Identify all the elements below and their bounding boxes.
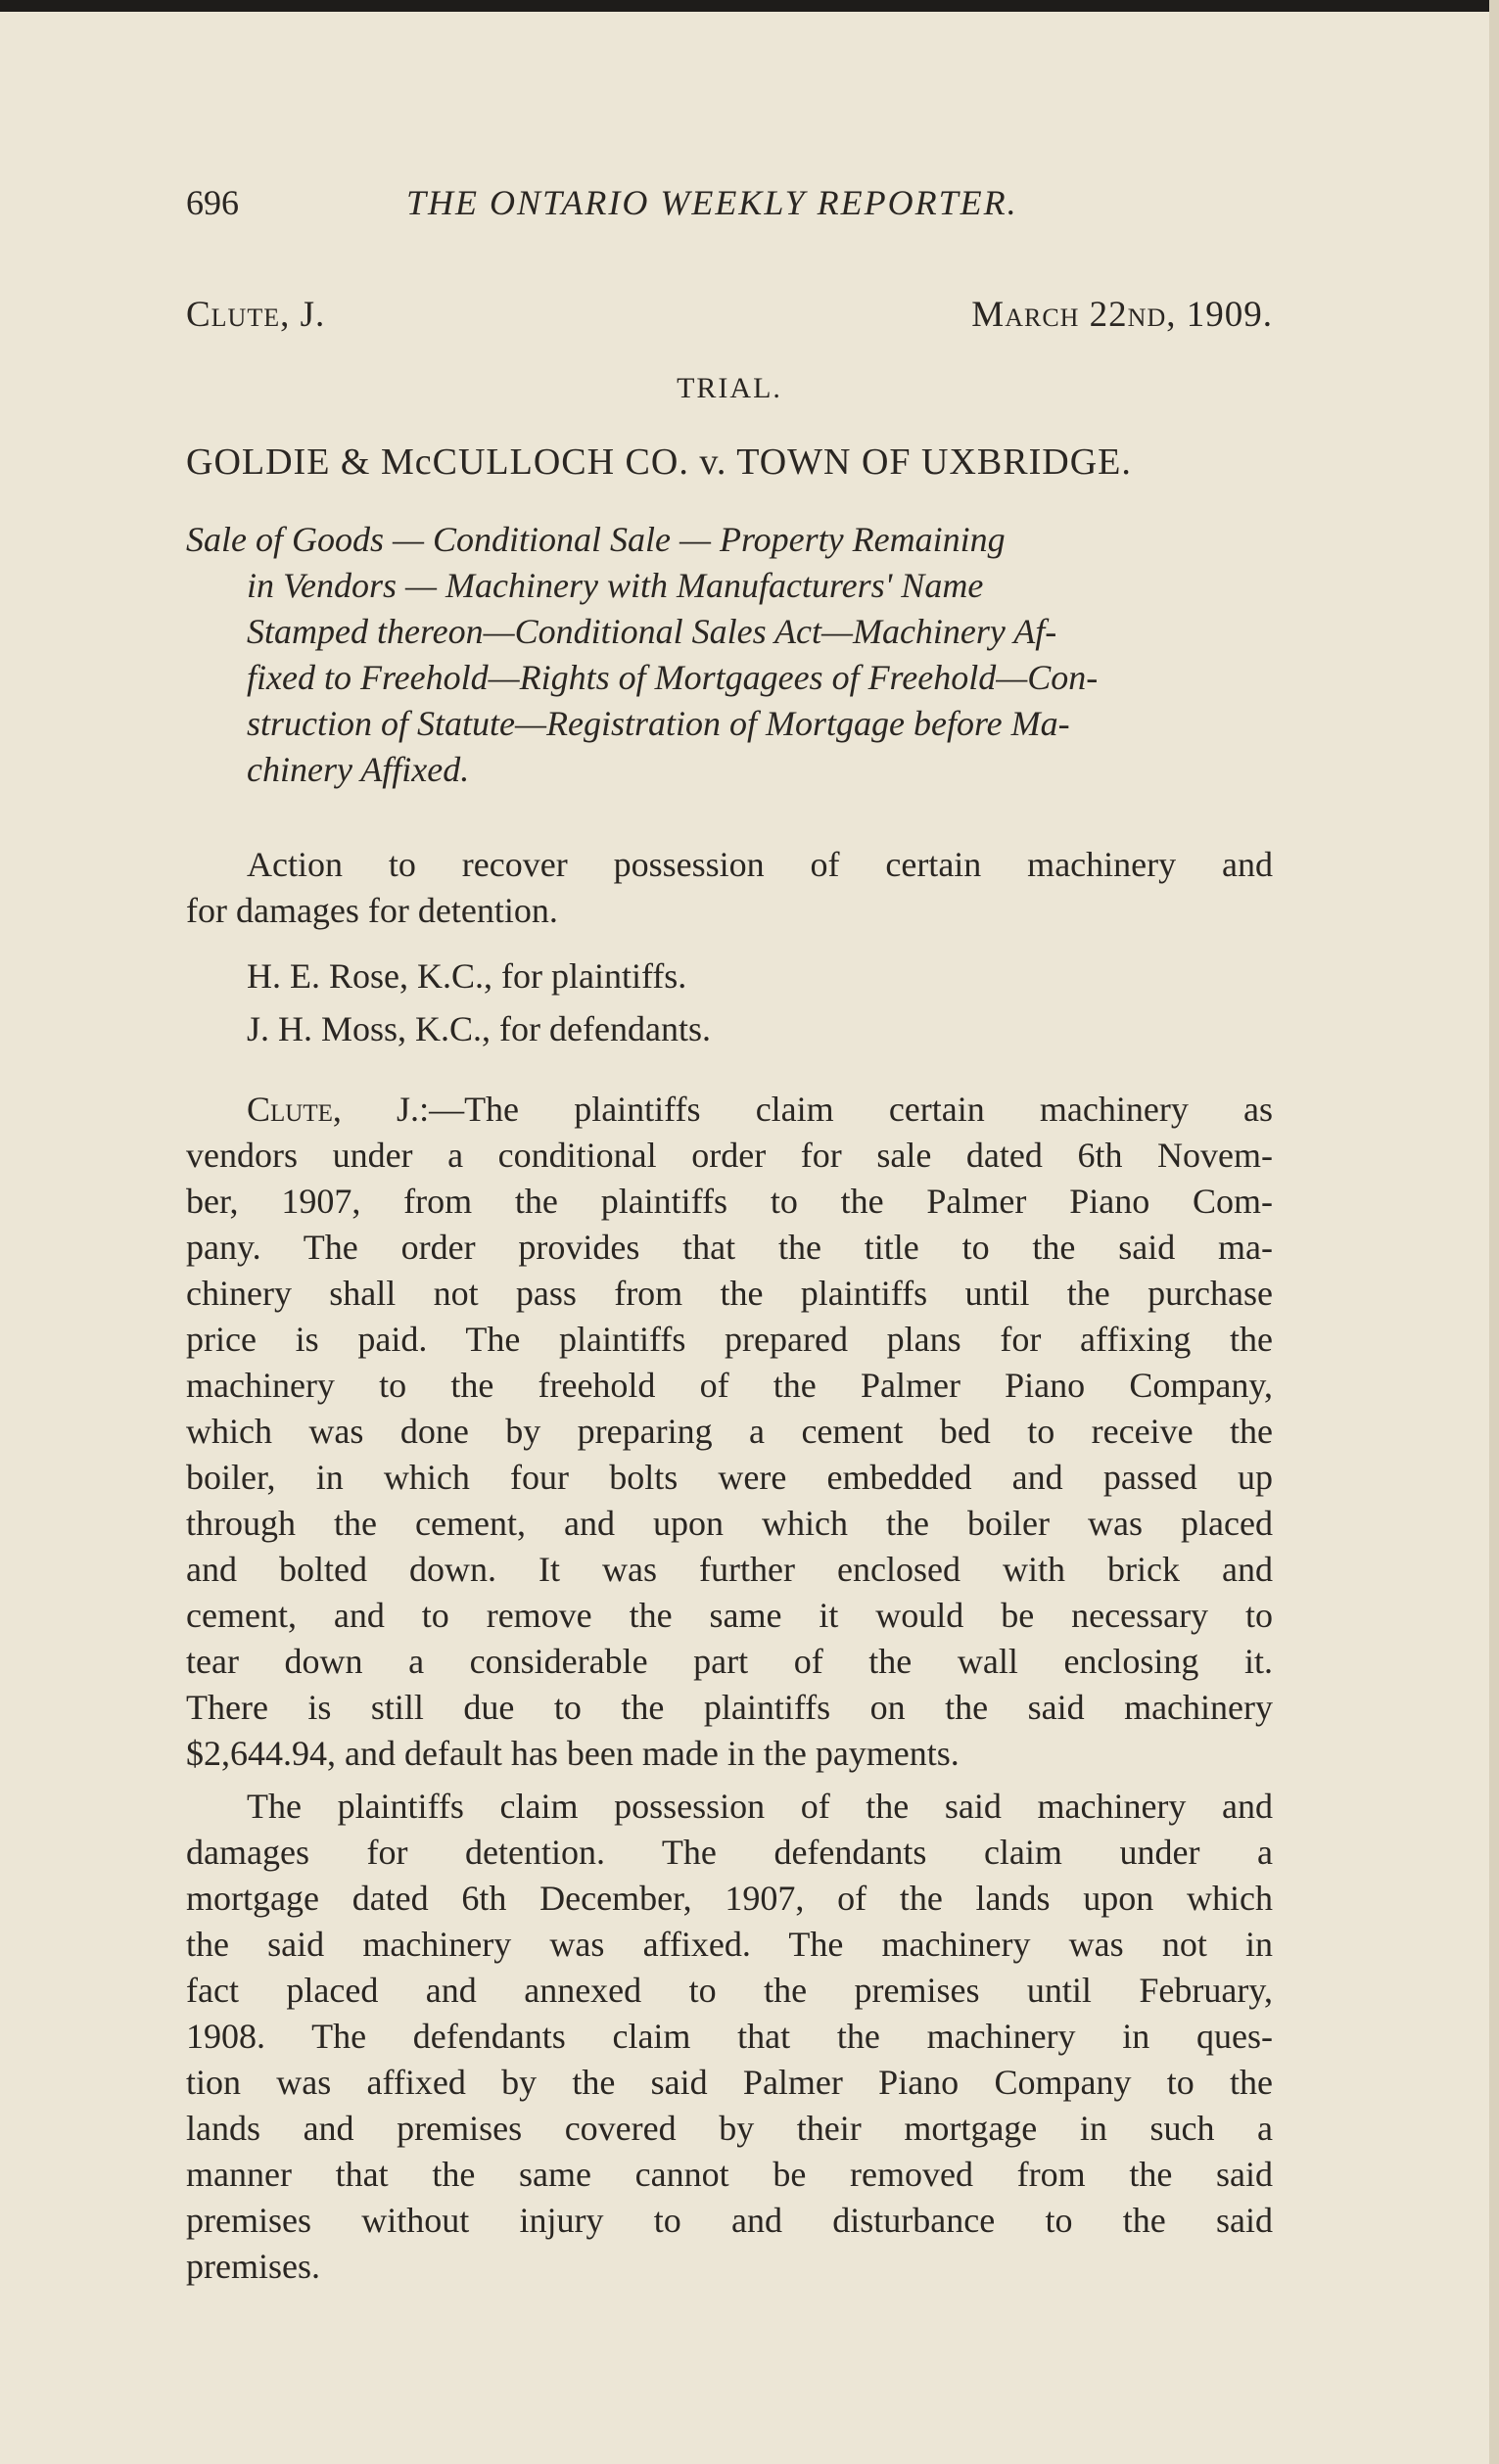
- judge-date-line: [186, 294, 1273, 336]
- paragraph-line: damages for detention. The defendants claim under a: [186, 1833, 1273, 1872]
- headnote-line: struction of Statute—Registration of Mortgage before Ma-: [247, 704, 1070, 743]
- paragraph-line: 1908. The defendants claim that the machinery in ques-: [186, 2017, 1273, 2056]
- paragraph-line: premises without injury to and disturbance to the said: [186, 2201, 1273, 2240]
- judgment-paragraph-1: [186, 1087, 1273, 1777]
- judgment-line: boiler, in which four bolts were embedded and passed up: [186, 1458, 1273, 1497]
- page-number: 696: [186, 183, 239, 222]
- headnote-line: chinery Affixed.: [247, 750, 470, 789]
- judgment-line: ber, 1907, from the plaintiffs to the Palmer Piano Com-: [186, 1182, 1273, 1221]
- proceeding-type: TRIAL.: [677, 372, 782, 404]
- headnote-line: Sale of Goods — Conditional Sale — Property Remaining: [186, 520, 1006, 559]
- case-name: GOLDIE & McCULLOCH CO. v. TOWN OF UXBRIDGE.: [186, 442, 1132, 483]
- paragraph-line: fact placed and annexed to the premises until February,: [186, 1971, 1273, 2010]
- judgment-line: cement, and to remove the same it would be necessary to: [186, 1596, 1273, 1635]
- paragraph-line: The plaintiffs claim possession of the said machinery and: [247, 1787, 1273, 1826]
- action-summary: [186, 842, 1273, 934]
- page-right-edge: [1489, 0, 1499, 2464]
- judgment-line: price is paid. The plaintiffs prepared plans for affixing the: [186, 1320, 1273, 1359]
- headnote-line: in Vendors — Machinery with Manufacturers' Name: [247, 566, 984, 605]
- judgment-first-line: [186, 1087, 1273, 1133]
- judgment-line: There is still due to the plaintiffs on the said machinery: [186, 1688, 1273, 1727]
- judgment-line: vendors under a conditional order for sale dated 6th Novem-: [186, 1136, 1273, 1175]
- judgment-line: tear down a considerable part of the wall enclosing it.: [186, 1642, 1273, 1681]
- judgment-line: and bolted down. It was further enclosed with brick and: [186, 1550, 1273, 1589]
- headnote-line: fixed to Freehold—Rights of Mortgagees of Freehold—Con-: [247, 658, 1099, 697]
- headnote: [186, 517, 1273, 793]
- paragraph-line: lands and premises covered by their mortgage in such a: [186, 2109, 1273, 2148]
- judge-name: Clute, J.: [186, 295, 326, 335]
- decision-date: March 22nd, 1909.: [971, 295, 1273, 335]
- paragraph-line: mortgage dated 6th December, 1907, of the lands upon which: [186, 1879, 1273, 1918]
- paragraph-line: the said machinery was affixed. The machinery was not in: [186, 1925, 1273, 1964]
- headnote-line: Stamped thereon—Conditional Sales Act—Machinery Af-: [247, 612, 1057, 651]
- paragraph-line: tion was affixed by the said Palmer Piano Company to the: [186, 2063, 1273, 2102]
- counsel-defendants: J. H. Moss, K.C., for defendants.: [247, 1009, 711, 1048]
- action-line: Action to recover possession of certain machinery and: [247, 845, 1273, 884]
- judgment-paragraph-2: [186, 1784, 1273, 2290]
- judgment-line: chinery shall not pass from the plaintiffs until the purchase: [186, 1274, 1273, 1313]
- journal-title: THE ONTARIO WEEKLY REPORTER.: [406, 183, 1018, 222]
- judgment-line: pany. The order provides that the title to the said ma-: [186, 1228, 1273, 1267]
- judgment-line: which was done by preparing a cement bed to receive the: [186, 1412, 1273, 1451]
- judgment-line: through the cement, and upon which the boiler was placed: [186, 1504, 1273, 1543]
- page-top-edge: [0, 0, 1499, 12]
- action-line: for damages for detention.: [186, 891, 558, 930]
- paragraph-line: manner that the same cannot be removed from the said: [186, 2155, 1273, 2194]
- judgment-speaker: Clute, J.: [247, 1090, 420, 1129]
- paragraph-line: premises.: [186, 2247, 320, 2286]
- counsel-plaintiffs: H. E. Rose, K.C., for plaintiffs.: [247, 956, 687, 996]
- judgment-line: $2,644.94, and default has been made in the payments.: [186, 1734, 960, 1773]
- judgment-line: machinery to the freehold of the Palmer Piano Company,: [186, 1366, 1273, 1405]
- judgment-first-line-text: :—The plaintiffs claim certain machinery as: [419, 1090, 1273, 1129]
